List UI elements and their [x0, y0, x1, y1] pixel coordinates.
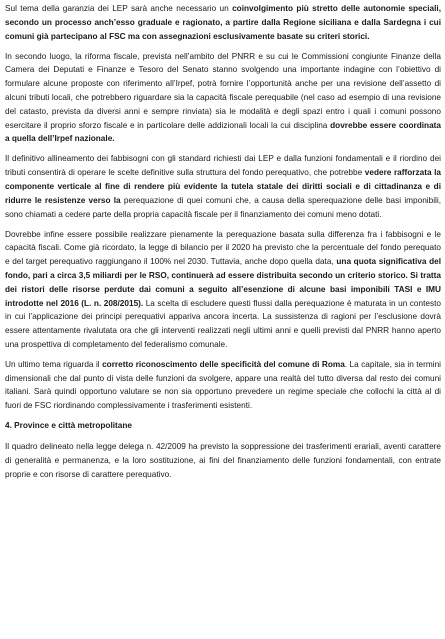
text-run: Dovrebbe infine essere possibile realizzare pienamente la perequazione basata sulla differenza fra i fabbisogni e le capacità fiscali. Come già ricordato, la legge di bilancio per il 2020 ha previsto che la percentuale del fondo perequato e del target perequativo raggiungano il 100% nel 2030. Tuttavia, anche dopo quella data,: [5, 229, 441, 267]
text-run: Il definitivo allineamento dei fabbisogni con gli standard richiesti dai LEP e dalla funzioni fondamentali e il riordino dei tributi consentirà di operare le scelte definitive sulla struttura del fondo perequativo, che potrebbe: [5, 154, 441, 178]
text-run: In secondo luogo, la riforma fiscale, prevista nell’ambito del PNRR e su cui le Commissioni congiunte Finanze della Camera dei Deputati e Finanze e Tesoro del Senato stanno svolgendo una importante indagine con l’obiettivo di formulare alcune proposte con riferimento all’Irpef, potrà fornire l’opportunità anche per una revisione dell’assetto di alcuni tributi locali, che potrebbero riguardare sia la capacità fiscale perequabile (nel caso ad esempio di una revisione del catasto, prevista da diversi anni e sempre rinviata) sia le modalità e degli spazi entro i quali i comuni possono esercitare il proprio sforzo fiscale e in particolare delle addizionali locali la cui disciplina: [5, 51, 441, 130]
bold-text-run: dovrebbe essere coordinata a quella dell’Irpef nazionale.: [5, 120, 442, 144]
paragraph-legge-delega: Il quadro delineato nella legge delega n. 42/2009 ha previsto la soppressione dei trasferimenti erariali, aventi carattere di generalità e permanenza, e la loro sostituzione, ai fini del finanziamento delle funzioni fondamentali, con entrate proprie e con risorse di carattere perequativo.: [5, 442, 441, 479]
text-run: . La capitale, sia in termini dimensionali che dal punto di vista delle funzioni da svolgere, appare una realtà del tutto diversa dal resto dei comuni italiani. Sarà quindi opportuno valutare se non sia opportuno prevedere un regime speciale che collochi la città al di fuori de FSC riordinando complessivamente i trasferimenti esistenti.: [5, 359, 441, 411]
paragraph-perequazione: [5, 228, 441, 352]
text-run: La scelta di escludere questi flussi dalla perequazione è maturata in un contesto in cui l’applicazione dei principi perequativi appariva ancora incerta. La sussistenza di ragioni per l’esclusione dovrà essere attentamente rivalutata ora che gli interventi realizzati negli ultimi anni e quelli previsti dal PNRR hanno aperto una prospettiva di completamento del federalismo comunale.: [5, 298, 441, 349]
paragraph-fabbisogni: [5, 152, 441, 221]
bold-text-run: coinvolgimento più stretto delle autonomie speciali, secondo un processo anch’esso graduale e ragionato, a partire dalla Regione siciliana e dalla Sardegna i cui comuni già partecipano al FSC ma con assegnazioni esclusivamente basate su criteri storici.: [5, 4, 441, 41]
section-heading: 4. Province e città metropolitane: [5, 421, 132, 431]
text-run: Sul tema della garanzia dei LEP sarà anche necessario un: [5, 4, 233, 13]
text-run: perequazione di quei comuni che, a causa della sperequazione delle basi imponibili, sono chiamati a cedere parte della propria capacità fiscale per il finanziamento dei comuni meno dotati.: [5, 195, 441, 219]
paragraph-lep-autonomie: [5, 2, 441, 43]
text-run: Un ultimo tema riguarda il: [5, 359, 103, 369]
bold-text-run: una quota significativa del fondo, pari a circa 3,5 miliardi per le RSO, continuerà ad essere distribuita secondo un criterio storico. Si tratta dei ristori delle risorse perdute dai comuni a seguito all’esenzione di alcune basi imponibili TASI e IMU introdotte nel 2016 (L. n. 208/2015).: [5, 257, 442, 308]
paragraph-riforma-fiscale: [5, 50, 441, 147]
paragraph-roma: [5, 358, 441, 413]
bold-text-run: corretto riconoscimento delle specificità del comune di Roma: [102, 359, 345, 369]
document-page: [5, 2, 441, 488]
bold-text-run: vedere rafforzata la componente verticale al fine di rendere più evidente la tutela statale dei diritti sociali e di cittadinanza e di ridurre le resistenze verso la: [5, 168, 441, 205]
